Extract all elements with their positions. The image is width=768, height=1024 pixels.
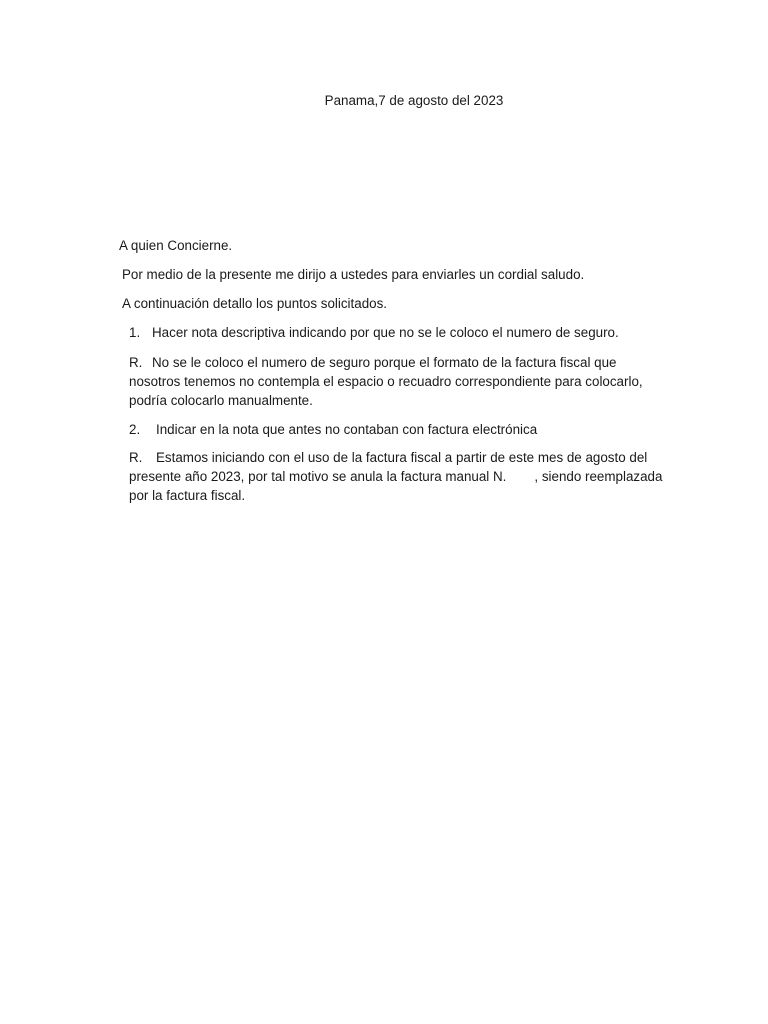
list-item-1-number: 1. bbox=[129, 325, 141, 340]
greeting: A quien Concierne. bbox=[119, 238, 233, 253]
intro-paragraph-1: Por medio de la presente me dirijo a ustedes para enviarles un cordial saludo. bbox=[122, 267, 585, 282]
list-item-2-text: Indicar en la nota que antes no contaban con factura electrónica bbox=[156, 422, 538, 437]
answer-2-label: R. bbox=[129, 450, 143, 465]
letter-date: Panama,7 de agosto del 2023 bbox=[324, 93, 504, 108]
answer-2 bbox=[129, 448, 669, 505]
answer-2-text-after: , siendo reemplazada por la factura fiscal. bbox=[129, 469, 663, 503]
list-item-1-text: Hacer nota descriptiva indicando por que no se le coloco el numero de seguro. bbox=[152, 325, 619, 340]
list-item-2-number: 2. bbox=[129, 422, 141, 437]
answer-1-label: R. bbox=[129, 355, 143, 370]
answer-1-text: No se le coloco el numero de seguro porque el formato de la factura fiscal que nosotros tenemos no contempla el espacio o recuadro correspondiente para colocarlo, podría colocarlo manualmente. bbox=[129, 355, 643, 408]
intro-paragraph-2: A continuación detallo los puntos solicitados. bbox=[122, 296, 388, 311]
answer-1 bbox=[129, 353, 669, 410]
answer-2-text-before: Estamos iniciando con el uso de la factura fiscal a partir de este mes de agosto del presente año 2023, por tal motivo se anula la factura manual N. bbox=[129, 450, 648, 484]
list-item-2 bbox=[129, 420, 669, 439]
list-item-1 bbox=[129, 323, 669, 342]
